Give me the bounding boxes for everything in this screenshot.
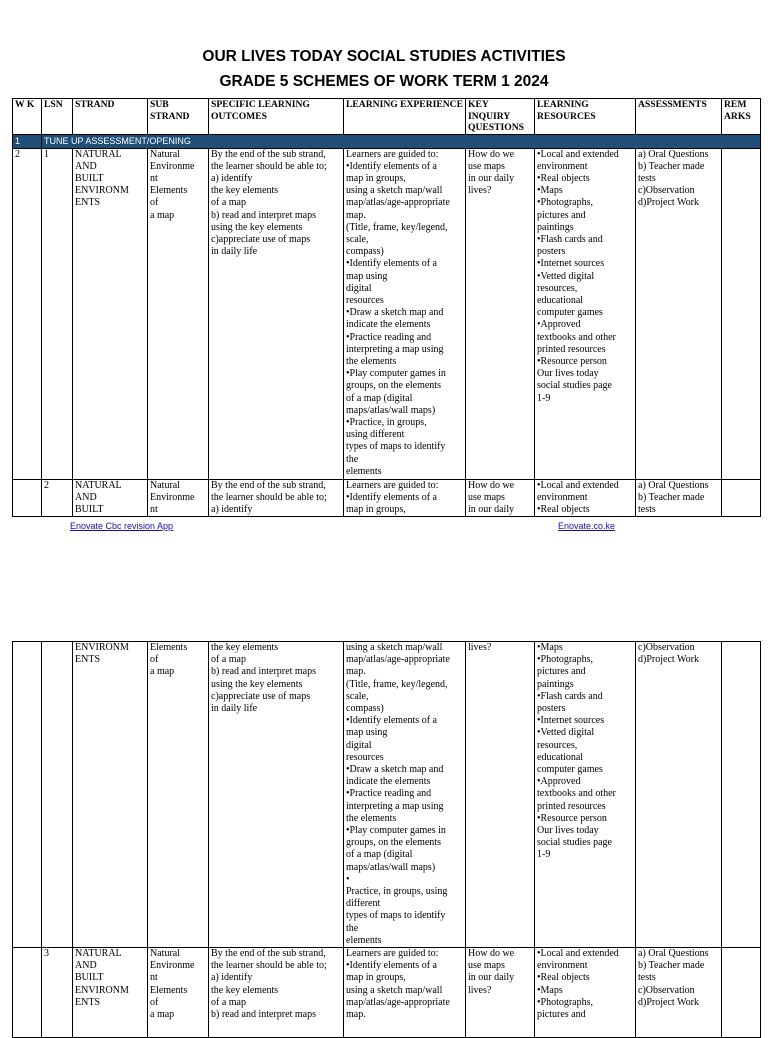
- cell-line: computer games: [537, 307, 603, 319]
- cell-line: Practice, in groups, using: [346, 886, 448, 898]
- cell-line: Learners are guided to:: [346, 948, 439, 960]
- cell-line: •Local and extended: [537, 148, 619, 160]
- cell-line: map using: [346, 727, 388, 739]
- cell-line: types of maps to identify: [346, 441, 446, 453]
- cell-line: in daily life: [211, 703, 258, 715]
- cell-line: •Play computer games in: [346, 368, 446, 380]
- cell-line: •Photographs,: [537, 654, 594, 666]
- cell-line: •Identify elements of a: [346, 715, 437, 727]
- cell-line: c)Observation: [638, 642, 695, 653]
- week-cell: 2: [13, 148, 42, 479]
- cell-line: ENTS: [75, 197, 100, 209]
- cell-line: the elements: [346, 355, 397, 367]
- strand-cell: [73, 642, 148, 948]
- sub-strand-cell: [148, 642, 209, 948]
- cell-line: •Identify elements of a: [346, 160, 437, 172]
- cell-line: interpreting a map using: [346, 800, 444, 812]
- cell-line: •Practice, in groups,: [346, 416, 427, 428]
- cell-line: a) Oral Questions: [638, 479, 709, 491]
- resources-cell: [535, 948, 636, 1038]
- cell-line: Our lives today: [537, 825, 599, 837]
- cell-line: •Internet sources: [537, 258, 605, 270]
- assessments-cell: [636, 479, 722, 517]
- cell-line: lives?: [468, 984, 492, 996]
- assessments-cell: [636, 148, 722, 479]
- document-subtitle: GRADE 5 SCHEMES OF WORK TERM 1 2024: [219, 73, 549, 90]
- cell-line: the elements: [346, 812, 397, 824]
- cell-line: posters: [537, 246, 566, 258]
- cell-line: c)Observation: [638, 185, 695, 197]
- remarks-cell: [722, 642, 761, 948]
- cell-line: How do we: [468, 148, 515, 160]
- cell-line: Elements: [150, 984, 188, 996]
- cell-line: •Flash cards and: [537, 233, 603, 245]
- cell-line: use maps: [468, 160, 505, 172]
- resources-cell: [535, 479, 636, 517]
- cell-line: •Vetted digital: [537, 270, 595, 282]
- cell-line: •Practice reading and: [346, 788, 432, 800]
- header-key-inquiry: KEY INQUIRY QUESTIONS: [466, 99, 535, 135]
- cell-line: •Resource person: [537, 812, 607, 824]
- cell-line: Learners are guided to:: [346, 148, 439, 160]
- key-inquiry-cell: [466, 148, 535, 479]
- cell-line: scale,: [346, 690, 369, 702]
- cell-line: pictures and: [537, 209, 586, 221]
- scheme-table-page-2: [12, 641, 761, 1038]
- key-inquiry-cell: [466, 948, 535, 1038]
- header-remarks: REM ARKS: [722, 99, 761, 135]
- cell-line: map using: [346, 270, 388, 282]
- cell-line: printed resources: [537, 800, 606, 812]
- cell-line: in daily life: [211, 246, 258, 258]
- cell-line: (Title, frame, key/legend,: [346, 221, 448, 233]
- key-inquiry-cell: [466, 479, 535, 517]
- table-row: [13, 148, 761, 479]
- cell-line: b) read and interpret maps: [211, 666, 316, 678]
- table-row: [13, 479, 761, 517]
- cell-line: textbooks and other: [537, 331, 616, 343]
- cell-line: resources: [346, 294, 384, 306]
- experience-cell: [344, 948, 466, 1038]
- remarks-cell: [722, 948, 761, 1038]
- cell-line: a) Oral Questions: [638, 148, 709, 160]
- cell-line: map/atlas/age-appropriate: [346, 654, 450, 666]
- cell-line: map in groups,: [346, 172, 406, 184]
- cell-line: digital: [346, 282, 372, 294]
- experience-cell: [344, 479, 466, 517]
- cell-line: using a sketch map/wall: [346, 642, 443, 653]
- header-outcomes: SPECIFIC LEARNING OUTCOMES: [209, 99, 344, 135]
- cell-line: •Play computer games in: [346, 825, 446, 837]
- cell-line: map.: [346, 1009, 366, 1021]
- cell-line: •Identify elements of a: [346, 960, 437, 972]
- cell-line: Elements: [150, 185, 188, 197]
- cell-line: (Title, frame, key/legend,: [346, 678, 448, 690]
- cell-line: nt: [150, 972, 158, 984]
- cell-line: BUILT: [75, 172, 104, 184]
- cell-line: the key elements: [211, 984, 279, 996]
- cell-line: By the end of the sub strand,: [211, 948, 326, 960]
- cell-line: •Identify elements of a: [346, 491, 437, 503]
- cell-line: •Vetted digital: [537, 727, 595, 739]
- cell-line: pictures and: [537, 666, 586, 678]
- cell-line: nt: [150, 503, 158, 515]
- cell-line: elements: [346, 465, 382, 477]
- cell-line: the key elements: [211, 185, 279, 197]
- cell-line: textbooks and other: [537, 788, 616, 800]
- cell-line: Natural: [150, 948, 180, 960]
- assessments-cell: [636, 642, 722, 948]
- cell-line: 1-9: [537, 849, 551, 861]
- cell-line: map/atlas/age-appropriate: [346, 996, 450, 1008]
- cell-line: b) read and interpret maps: [211, 209, 316, 221]
- cell-line: ENTS: [75, 654, 100, 666]
- cell-line: ENVIRONM: [75, 642, 129, 653]
- cell-line: ENVIRONM: [75, 185, 129, 197]
- cell-line: 1-9: [537, 392, 551, 404]
- cell-line: interpreting a map using: [346, 343, 444, 355]
- opening-row: [13, 134, 761, 148]
- header-strand: STRAND: [73, 99, 148, 135]
- cell-line: the: [346, 922, 359, 934]
- outcomes-cell: [209, 642, 344, 948]
- cell-line: •Approved: [537, 319, 581, 331]
- cell-line: nt: [150, 172, 158, 184]
- cell-line: a) identify: [211, 972, 253, 984]
- header-sub-strand: SUB STRAND: [148, 99, 209, 135]
- strand-cell: [73, 148, 148, 479]
- cell-line: a map: [150, 1009, 175, 1021]
- sub-strand-cell: [148, 948, 209, 1038]
- header-experience: LEARNING EXPERIENCE: [344, 99, 466, 135]
- cell-line: compass): [346, 703, 384, 715]
- cell-line: c)Observation: [638, 984, 695, 996]
- cell-line: lives?: [468, 185, 492, 197]
- cell-line: •Maps: [537, 642, 563, 653]
- cell-line: digital: [346, 739, 372, 751]
- header-lsn: LSN: [42, 99, 73, 135]
- cell-line: social studies page: [537, 837, 612, 849]
- lesson-cell: 1: [42, 148, 73, 479]
- cell-line: •Resource person: [537, 355, 607, 367]
- cell-line: AND: [75, 160, 97, 172]
- cell-line: d)Project Work: [638, 654, 699, 666]
- header-wk: W K: [13, 99, 42, 135]
- cell-line: Elements: [150, 642, 188, 653]
- cell-line: •Internet sources: [537, 715, 605, 727]
- cell-line: of: [150, 996, 159, 1008]
- lesson-cell: [42, 642, 73, 948]
- cell-line: using the key elements: [211, 221, 303, 233]
- cell-line: groups, on the elements: [346, 380, 441, 392]
- cell-line: of: [150, 654, 159, 666]
- cell-line: b) read and interpret maps: [211, 1009, 316, 1021]
- cell-line: •Maps: [537, 185, 563, 197]
- cell-line: using a sketch map/wall: [346, 185, 443, 197]
- cell-line: tests: [638, 172, 656, 184]
- cell-line: AND: [75, 491, 97, 503]
- cell-line: tests: [638, 972, 656, 984]
- cell-line: map/atlas/age-appropriate: [346, 197, 450, 209]
- strand-cell: [73, 948, 148, 1038]
- cell-line: using different: [346, 429, 405, 441]
- week-cell: [13, 642, 42, 948]
- cell-line: of a map: [211, 197, 246, 209]
- cell-line: indicate the elements: [346, 776, 431, 788]
- cell-line: of: [150, 197, 159, 209]
- cell-line: resources,: [537, 282, 578, 294]
- cell-line: map.: [346, 209, 366, 221]
- cell-line: •Draw a sketch map and: [346, 764, 444, 776]
- cell-line: By the end of the sub strand,: [211, 479, 326, 491]
- cell-line: environment: [537, 160, 588, 172]
- cell-line: Environme: [150, 160, 195, 172]
- cell-line: tests: [638, 503, 656, 515]
- cell-line: maps/atlas/wall maps): [346, 404, 436, 416]
- cell-line: resources: [346, 751, 384, 763]
- experience-cell: [344, 148, 466, 479]
- cell-line: How do we: [468, 479, 515, 491]
- cell-line: •Local and extended: [537, 948, 619, 960]
- cell-line: using a sketch map/wall: [346, 984, 443, 996]
- cell-line: •Real objects: [537, 503, 590, 515]
- cell-line: in our daily: [468, 172, 515, 184]
- cell-line: •Flash cards and: [537, 690, 603, 702]
- opening-label: TUNE UP ASSESSMENT/OPENING: [42, 134, 761, 148]
- outcomes-cell: [209, 948, 344, 1038]
- cell-line: Environme: [150, 491, 195, 503]
- cell-line: printed resources: [537, 343, 606, 355]
- cell-line: Natural: [150, 479, 180, 491]
- cell-line: b) Teacher made: [638, 160, 705, 172]
- header-resources: LEARNING RESOURCES: [535, 99, 636, 135]
- cell-line: social studies page: [537, 380, 612, 392]
- cell-line: types of maps to identify: [346, 910, 446, 922]
- lesson-cell: 3: [42, 948, 73, 1038]
- resources-cell: [535, 148, 636, 479]
- cell-line: NATURAL: [75, 948, 122, 960]
- cell-line: maps/atlas/wall maps): [346, 861, 436, 873]
- cell-line: a) identify: [211, 172, 253, 184]
- cell-line: environment: [537, 491, 588, 503]
- cell-line: map.: [346, 666, 366, 678]
- outcomes-cell: [209, 148, 344, 479]
- cell-line: map in groups,: [346, 972, 406, 984]
- footer-app-link[interactable]: Enovate Cbc revision App: [70, 521, 174, 531]
- cell-line: •Draw a sketch map and: [346, 307, 444, 319]
- remarks-cell: [722, 148, 761, 479]
- cell-line: pictures and: [537, 1009, 586, 1021]
- cell-line: paintings: [537, 221, 574, 233]
- cell-line: the learner should be able to;: [211, 491, 327, 503]
- cell-line: Environme: [150, 960, 195, 972]
- cell-line: a) identify: [211, 503, 253, 515]
- cell-line: the key elements: [211, 642, 279, 653]
- document-page-2: [0, 560, 768, 1024]
- cell-line: d)Project Work: [638, 996, 699, 1008]
- cell-line: using the key elements: [211, 678, 303, 690]
- cell-line: of a map: [211, 996, 246, 1008]
- cell-line: •Maps: [537, 984, 563, 996]
- cell-line: c)appreciate use of maps: [211, 690, 311, 702]
- cell-line: •Real objects: [537, 172, 590, 184]
- table-header-row: [13, 99, 761, 135]
- cell-line: NATURAL: [75, 148, 122, 160]
- cell-line: elements: [346, 934, 382, 946]
- cell-line: compass): [346, 246, 384, 258]
- document-title: OUR LIVES TODAY SOCIAL STUDIES ACTIVITIES: [202, 48, 566, 65]
- cell-line: in our daily: [468, 503, 515, 515]
- cell-line: •Local and extended: [537, 479, 619, 491]
- cell-line: a map: [150, 666, 175, 678]
- cell-line: in our daily: [468, 972, 515, 984]
- cell-line: •Photographs,: [537, 996, 594, 1008]
- cell-line: the learner should be able to;: [211, 160, 327, 172]
- cell-line: groups, on the elements: [346, 837, 441, 849]
- sub-strand-cell: [148, 479, 209, 517]
- table-row: [13, 642, 761, 948]
- lesson-cell: 2: [42, 479, 73, 517]
- cell-line: AND: [75, 960, 97, 972]
- key-inquiry-cell: [466, 642, 535, 948]
- cell-line: a map: [150, 209, 175, 221]
- cell-line: use maps: [468, 960, 505, 972]
- cell-line: educational: [537, 294, 584, 306]
- cell-line: •Photographs,: [537, 197, 594, 209]
- cell-line: ENVIRONM: [75, 984, 129, 996]
- week-cell: [13, 948, 42, 1038]
- cell-line: scale,: [346, 233, 369, 245]
- cell-line: BUILT: [75, 503, 104, 515]
- cell-line: •Approved: [537, 776, 581, 788]
- cell-line: lives?: [468, 642, 492, 653]
- cell-line: By the end of the sub strand,: [211, 148, 326, 160]
- cell-line: b) Teacher made: [638, 491, 705, 503]
- table-row: [13, 948, 761, 1038]
- cell-line: •: [346, 873, 350, 885]
- cell-line: NATURAL: [75, 479, 122, 491]
- cell-line: computer games: [537, 764, 603, 776]
- experience-cell: [344, 642, 466, 948]
- scheme-table-page-1: [12, 98, 761, 517]
- opening-week: 1: [13, 134, 42, 148]
- cell-line: different: [346, 898, 381, 910]
- cell-line: a) Oral Questions: [638, 948, 709, 960]
- cell-line: indicate the elements: [346, 319, 431, 331]
- sub-strand-cell: [148, 148, 209, 479]
- strand-cell: [73, 479, 148, 517]
- cell-line: Learners are guided to:: [346, 479, 439, 491]
- remarks-cell: [722, 479, 761, 517]
- footer-site-link[interactable]: Enovate.co.ke: [558, 521, 616, 531]
- cell-line: map in groups,: [346, 503, 406, 515]
- cell-line: the: [346, 453, 359, 465]
- cell-line: posters: [537, 703, 566, 715]
- cell-line: ENTS: [75, 996, 100, 1008]
- cell-line: How do we: [468, 948, 515, 960]
- week-cell: [13, 479, 42, 517]
- outcomes-cell: [209, 479, 344, 517]
- cell-line: •Practice reading and: [346, 331, 432, 343]
- cell-line: the learner should be able to;: [211, 960, 327, 972]
- cell-line: paintings: [537, 678, 574, 690]
- cell-line: environment: [537, 960, 588, 972]
- cell-line: •Identify elements of a: [346, 258, 437, 270]
- cell-line: of a map (digital: [346, 392, 413, 404]
- cell-line: Our lives today: [537, 368, 599, 380]
- cell-line: BUILT: [75, 972, 104, 984]
- cell-line: b) Teacher made: [638, 960, 705, 972]
- cell-line: resources,: [537, 739, 578, 751]
- cell-line: of a map: [211, 654, 246, 666]
- resources-cell: [535, 642, 636, 948]
- cell-line: c)appreciate use of maps: [211, 233, 311, 245]
- cell-line: Natural: [150, 148, 180, 160]
- cell-line: d)Project Work: [638, 197, 699, 209]
- cell-line: •Real objects: [537, 972, 590, 984]
- cell-line: educational: [537, 751, 584, 763]
- header-assessments: ASSESSMENTS: [636, 99, 722, 135]
- cell-line: use maps: [468, 491, 505, 503]
- cell-line: of a map (digital: [346, 849, 413, 861]
- assessments-cell: [636, 948, 722, 1038]
